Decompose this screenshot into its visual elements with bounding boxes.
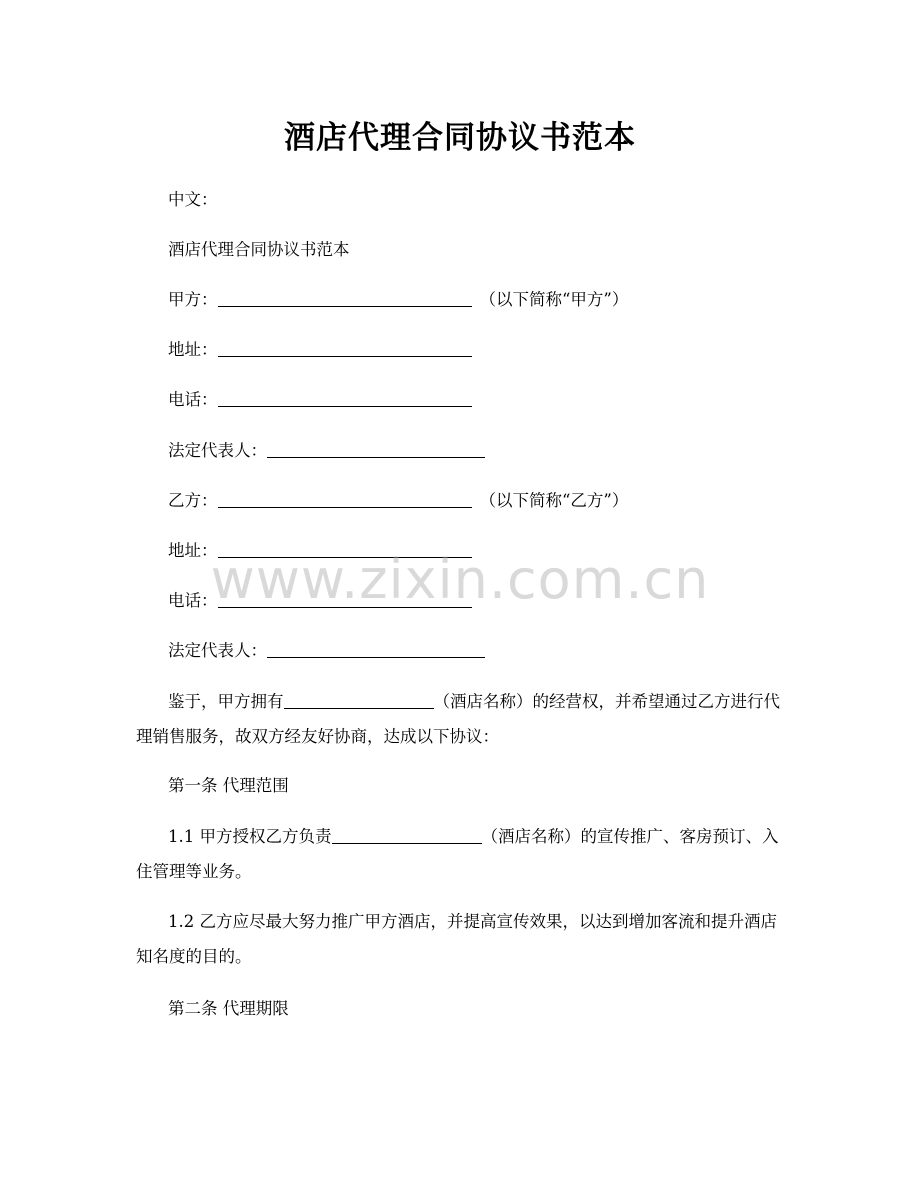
address-b-blank[interactable] xyxy=(218,541,472,558)
phone-b-label: 电话： xyxy=(168,591,218,610)
address-b-label: 地址： xyxy=(168,541,218,560)
rep-a-label: 法定代表人： xyxy=(168,441,267,460)
phone-b-blank[interactable] xyxy=(218,591,472,608)
clause-1-1-post: （酒店名称）的宣传推广、客房预订、入住管理等业务。 xyxy=(136,827,779,881)
rep-b-label: 法定代表人： xyxy=(168,641,267,660)
party-b-line xyxy=(168,490,628,512)
hotel-name-blank-2[interactable] xyxy=(332,827,482,844)
phone-a-label: 电话： xyxy=(168,390,218,409)
party-b-label: 乙方： xyxy=(168,491,218,510)
phone-a-line xyxy=(168,389,472,411)
intro-post: （酒店名称）的经营权，并希望通过乙方进行代理销售服务，故双方经友好协商，达成以下协议： xyxy=(136,692,780,746)
rep-a-line xyxy=(168,440,485,462)
address-a-line xyxy=(168,339,472,361)
clause-1-1 xyxy=(136,819,781,889)
rep-b-blank[interactable] xyxy=(267,641,485,658)
address-a-label: 地址： xyxy=(168,340,218,359)
document-subtitle: 酒店代理合同协议书范本 xyxy=(168,240,350,259)
rep-a-blank[interactable] xyxy=(267,441,485,458)
party-a-label: 甲方： xyxy=(168,290,218,309)
clause-1-1-pre: 1.1 甲方授权乙方负责 xyxy=(168,827,332,846)
phone-b-line xyxy=(168,590,472,612)
party-a-suffix: （以下简称“甲方”） xyxy=(479,290,629,309)
address-b-line xyxy=(168,540,472,562)
address-a-blank[interactable] xyxy=(218,340,472,357)
article-1-title: 第一条 代理范围 xyxy=(168,776,289,795)
article-2-title: 第二条 代理期限 xyxy=(168,999,289,1018)
phone-a-blank[interactable] xyxy=(218,390,472,407)
watermark: www.zixin.com.cn xyxy=(210,548,710,611)
hotel-name-blank-1[interactable] xyxy=(284,692,434,709)
intro-pre: 鉴于，甲方拥有 xyxy=(168,692,284,711)
party-a-line xyxy=(168,289,628,311)
document-title: 酒店代理合同协议书范本 xyxy=(284,120,636,156)
intro-paragraph xyxy=(136,684,781,754)
party-a-blank[interactable] xyxy=(218,290,472,307)
chinese-label: 中文： xyxy=(168,190,218,209)
rep-b-line xyxy=(168,640,485,662)
party-b-blank[interactable] xyxy=(218,491,472,508)
clause-1-2: 1.2 乙方应尽最大努力推广甲方酒店，并提高宣传效果，以达到增加客流和提升酒店知名度的目的。 xyxy=(136,912,777,966)
party-b-suffix: （以下简称“乙方”） xyxy=(479,491,629,510)
